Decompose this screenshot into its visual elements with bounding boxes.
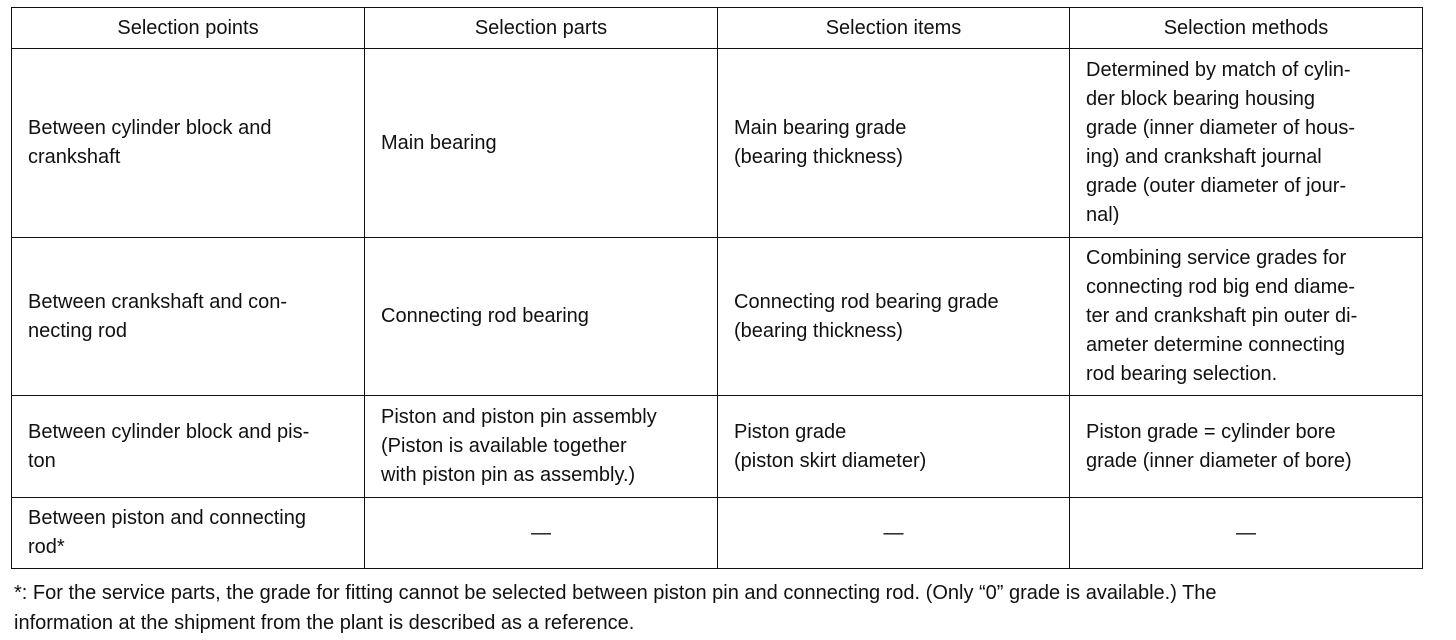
header-selection-items: Selection items: [718, 8, 1070, 49]
cell-text: Between crankshaft and con- necting rod: [28, 290, 288, 342]
cell-selection-method: [1070, 238, 1423, 396]
cell-text: —: [531, 521, 551, 544]
cell-selection-method: [1070, 498, 1423, 569]
cell-text: Determined by match of cylin- der block bearing housing grade (inner diameter of hous- ing) and crankshaft journal grade (outer diameter of jour- nal): [1086, 59, 1356, 226]
cell-selection-item: [718, 498, 1070, 569]
header-selection-methods: Selection methods: [1070, 8, 1423, 49]
cell-selection-item: [718, 238, 1070, 396]
table-row: [12, 498, 1423, 569]
cell-text: —: [1236, 521, 1256, 544]
cell-text: Between cylinder block and pis- ton: [28, 420, 310, 472]
table-row: [12, 49, 1423, 238]
cell-selection-part: [365, 238, 718, 396]
cell-selection-part: [365, 396, 718, 498]
cell-selection-point: [12, 498, 365, 569]
footnote: *: For the service parts, the grade for fitting cannot be selected between piston pin and connecting rod. (Only “0” grade is available.) The information at the shipment from the plant is described as a reference.: [14, 582, 1217, 634]
cell-selection-part: [365, 49, 718, 238]
cell-selection-point: [12, 49, 365, 238]
cell-text: Between cylinder block and crankshaft: [28, 117, 272, 168]
header-selection-parts: Selection parts: [365, 8, 718, 49]
cell-text: Connecting rod bearing grade (bearing thickness): [734, 290, 999, 342]
cell-text: Main bearing: [381, 131, 497, 154]
cell-text: —: [883, 521, 904, 544]
cell-selection-method: [1070, 49, 1423, 238]
table-row: [12, 238, 1423, 396]
cell-text: Between piston and connecting rod*: [28, 507, 306, 558]
cell-text: Piston and piston pin assembly (Piston is available together with piston pin as assembly.): [381, 406, 657, 486]
cell-selection-part: [365, 498, 718, 569]
table-header-row: [12, 8, 1423, 49]
cell-selection-method: [1070, 396, 1423, 498]
cell-selection-item: [718, 396, 1070, 498]
cell-text: Connecting rod bearing: [381, 305, 589, 327]
cell-text: Piston grade = cylinder bore grade (inner diameter of bore): [1086, 420, 1352, 472]
cell-text: Piston grade (piston skirt diameter): [734, 420, 927, 472]
cell-selection-point: [12, 238, 365, 396]
table-row: [12, 396, 1423, 498]
cell-text: Combining service grades for connecting rod big end diame- ter and crankshaft pin outer di- ameter determine connecting rod bearing selection.: [1086, 247, 1358, 385]
header-selection-points: Selection points: [12, 8, 365, 49]
selection-table: [11, 7, 1423, 569]
cell-selection-point: [12, 396, 365, 498]
cell-selection-item: [718, 49, 1070, 238]
cell-text: Main bearing grade (bearing thickness): [734, 117, 907, 168]
